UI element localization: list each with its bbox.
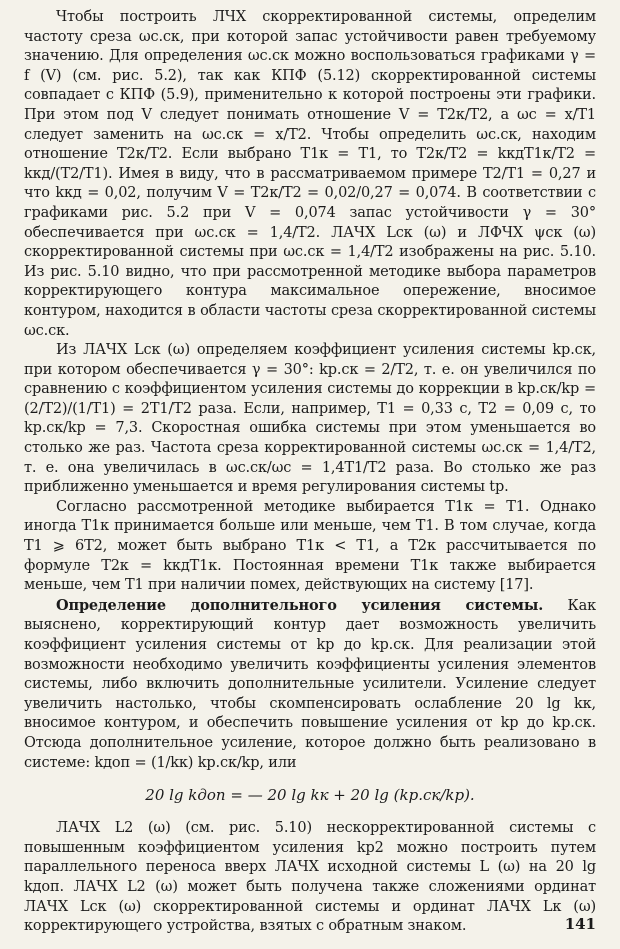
section-heading: Определение дополнительного усиления системы. <box>56 596 544 614</box>
paragraph-gain-increase: Из ЛАЧХ Lск (ω) определяем коэффициент усиления системы kр.ск, при котором обеспечивается γ = 30°: kр.ск = 2/T2, т. е. он увеличился по сравнению с коэффициентом усиления системы до коррекции в kр.ск/kр = (2/T2)/(1/T1) = 2T1/T2 раза. Если, например, T1 = 0,33 с, T2 = 0,09 с, то kр.ск/kр = 7,3. Скоростная ошибка системы при этом уменьшается во столько же раз. Частота среза корректированной системы ωс.ск = 1,4/T2, т. е. она увеличилась в ωс.ск/ωс = 1,4T1/T2 раза. Во столько же раз приближенно уменьшается и время регулирования системы tр. <box>24 342 596 496</box>
paragraph-time-constant-choice: Согласно рассмотренной методике выбирается T1к = T1. Однако иногда T1к принимается больше или меньше, чем T1. В том случае, когда T1 ⩾ 6T2, может быть выбрано T1к < T1, а T2к рассчитывается по формуле T2к = kкдT1к. Постоянная времени T1к также выбирается меньше, чем T1 при наличии помех, действующих на систему [17]. <box>24 498 596 594</box>
paragraph-closing: ЛАЧХ L2 (ω) (см. рис. 5.10) нескорректированной системы с повышенным коэффициентом усиления kр2 можно построить путем параллельного переноса вверх ЛАЧХ исходной системы L (ω) на 20 lg kдоп. ЛАЧХ L2 (ω) может быть получена также сложениями ординат ЛАЧХ Lск (ω) скорректированной системы и ординат ЛАЧХ Lк (ω) корректирующего устройства, взятых с обратным знаком. <box>24 820 596 935</box>
paragraph-additional-gain <box>24 596 596 773</box>
section-text: Как выяснено, корректирующий контур дает возможность увеличить коэффициент усиления системы от kр до kр.ск. Для реализации этой возможности необходимо увеличить коэффициенты усиления элементов системы, либо включить дополнительные усилители. Усиление следует увеличить настолько, чтобы скомпенсировать ослабление 20 lg kк, вносимое контуром, и обеспечить повышение усиления от kр до kр.ск. Отсюда дополнительное усиление, которое должно быть реализовано в системе: kдоп = (1/kк) kр.ск/kр, или <box>24 597 596 771</box>
page-number: 141 <box>564 915 596 933</box>
paragraph-crossover-frequency: Чтобы построить ЛЧХ скорректированной системы, определим частоту среза ωс.ск, при которой запас устойчивости равен требуемому значению. Для определения ωс.ск можно воспользоваться графиками γ = f (V) (см. рис. 5.2), так как КПФ (5.12) скорректированной системы совпадает с КПФ (5.9), применительно к которой построены эти графики. При этом под V следует понимать отношение V = T2к/T2, а ωс = x/T1 следует заменить на ωс.ск = x/T2. Чтобы определить ωс.ск, находим отношение T2к/T2. Если выбрано T1к = T1, то T2к/T2 = kкдT1к/T2 = kкд/(T2/T1). Имея в виду, что в рассматриваемом примере T2/T1 = 0,27 и что kкд = 0,02, получим V = T2к/T2 = 0,02/0,27 = 0,074. В соответствии с графиками рис. 5.2 при V = 0,074 запас устойчивости γ = 30° обеспечивается при ωс.ск = 1,4/T2. ЛАЧХ Lск (ω) и ЛФЧХ ψск (ω) скорректированной системы при ωс.ск = 1,4/T2 изображены на рис. 5.10. Из рис. 5.10 видно, что при рассмотренной методике выбора параметров корректирующего контура максимальное опережение, вносимое контуром, находится в области частоты среза скорректированной системы ωс.ск. <box>24 9 596 339</box>
formula-additional-gain: 20 lg kдоп = — 20 lg kк + 20 lg (kр.ск/kр). <box>145 786 475 805</box>
